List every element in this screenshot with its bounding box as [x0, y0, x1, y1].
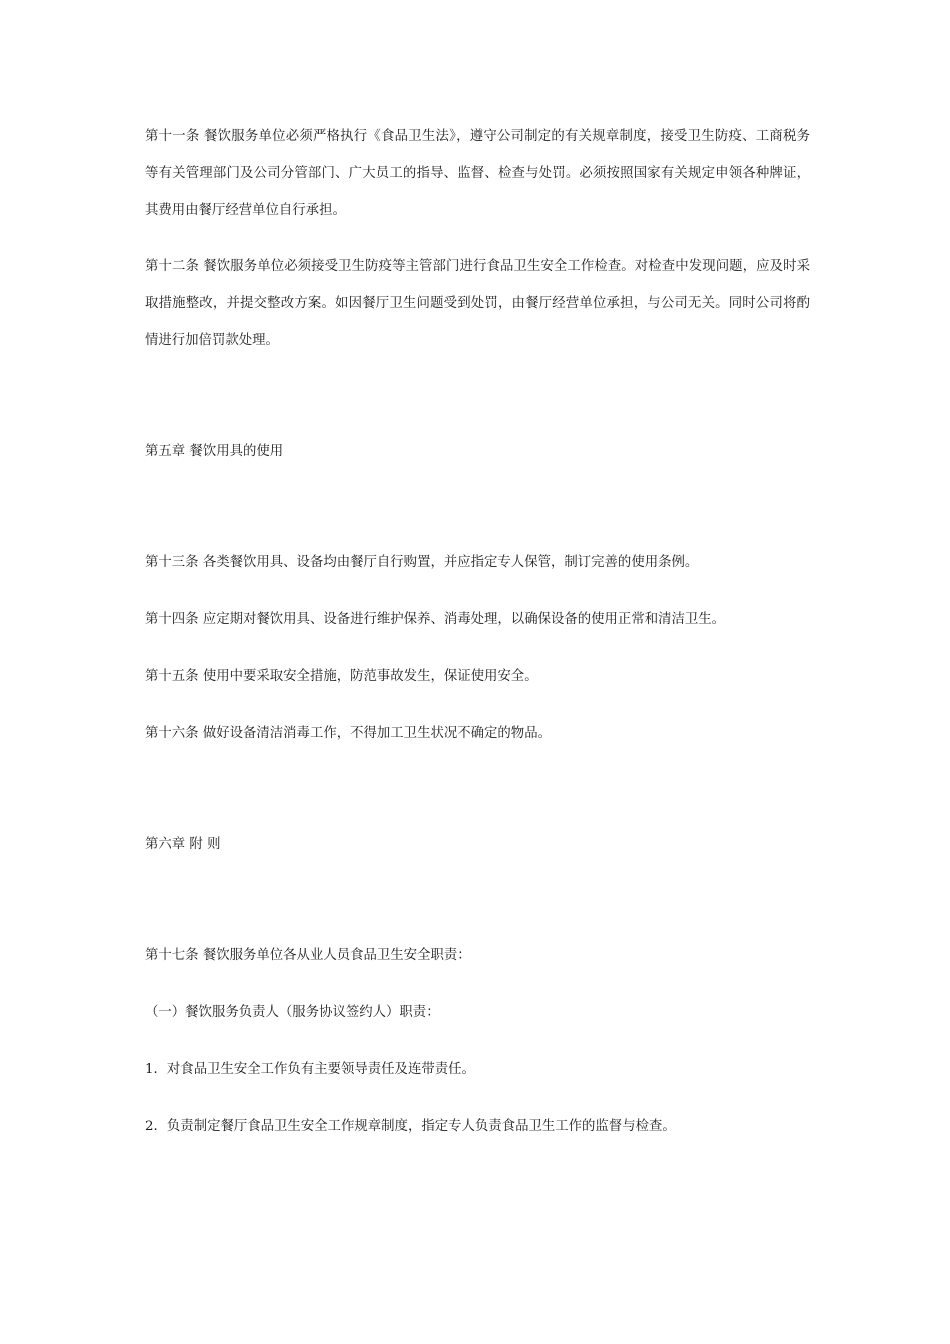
subsection-1-heading: （一）餐饮服务负责人（服务协议签约人）职责：: [145, 1005, 440, 1020]
article-16-paragraph: 第十六条 做好设备清洁消毒工作，不得加工卫生状况不确定的物品。: [145, 726, 551, 741]
article-17-paragraph: 第十七条 餐饮服务单位各从业人员食品卫生安全职责：: [145, 948, 471, 963]
article-12-paragraph: 第十二条 餐饮服务单位必须接受卫生防疫等主管部门进行食品卫生安全工作检查。对检查中发现问题，应及时采取措施整改，并提交整改方案。如因餐厅卫生问题受到处罚，由餐厅经营单位承担，与公司无关。同时公司将酌情进行加倍罚款处理。: [145, 259, 810, 348]
list-item-1: 1．对食品卫生安全工作负有主要领导责任及连带责任。: [145, 1062, 475, 1077]
list-item-2: 2．负责制定餐厅食品卫生安全工作规章制度，指定专人负责食品卫生工作的监督与检查。: [145, 1119, 676, 1134]
article-11-paragraph: 第十一条 餐饮服务单位必须严格执行《食品卫生法》，遵守公司制定的有关规章制度，接受卫生防疫、工商税务等有关管理部门及公司分管部门、广大员工的指导、监督、检查与处罚。必须按照国家有关规定申领各种牌证，其费用由餐厅经营单位自行承担。: [145, 129, 810, 218]
chapter-5-heading: 第五章 餐饮用具的使用: [145, 444, 284, 459]
article-13-paragraph: 第十三条 各类餐饮用具、设备均由餐厅自行购置，并应指定专人保管，制订完善的使用条例。: [145, 555, 699, 570]
article-15-paragraph: 第十五条 使用中要采取安全措施，防范事故发生，保证使用安全。: [145, 669, 538, 684]
chapter-6-heading: 第六章 附 则: [145, 837, 221, 852]
article-14-paragraph: 第十四条 应定期对餐饮用具、设备进行维护保养、消毒处理，以确保设备的使用正常和清洁卫生。: [145, 612, 726, 627]
